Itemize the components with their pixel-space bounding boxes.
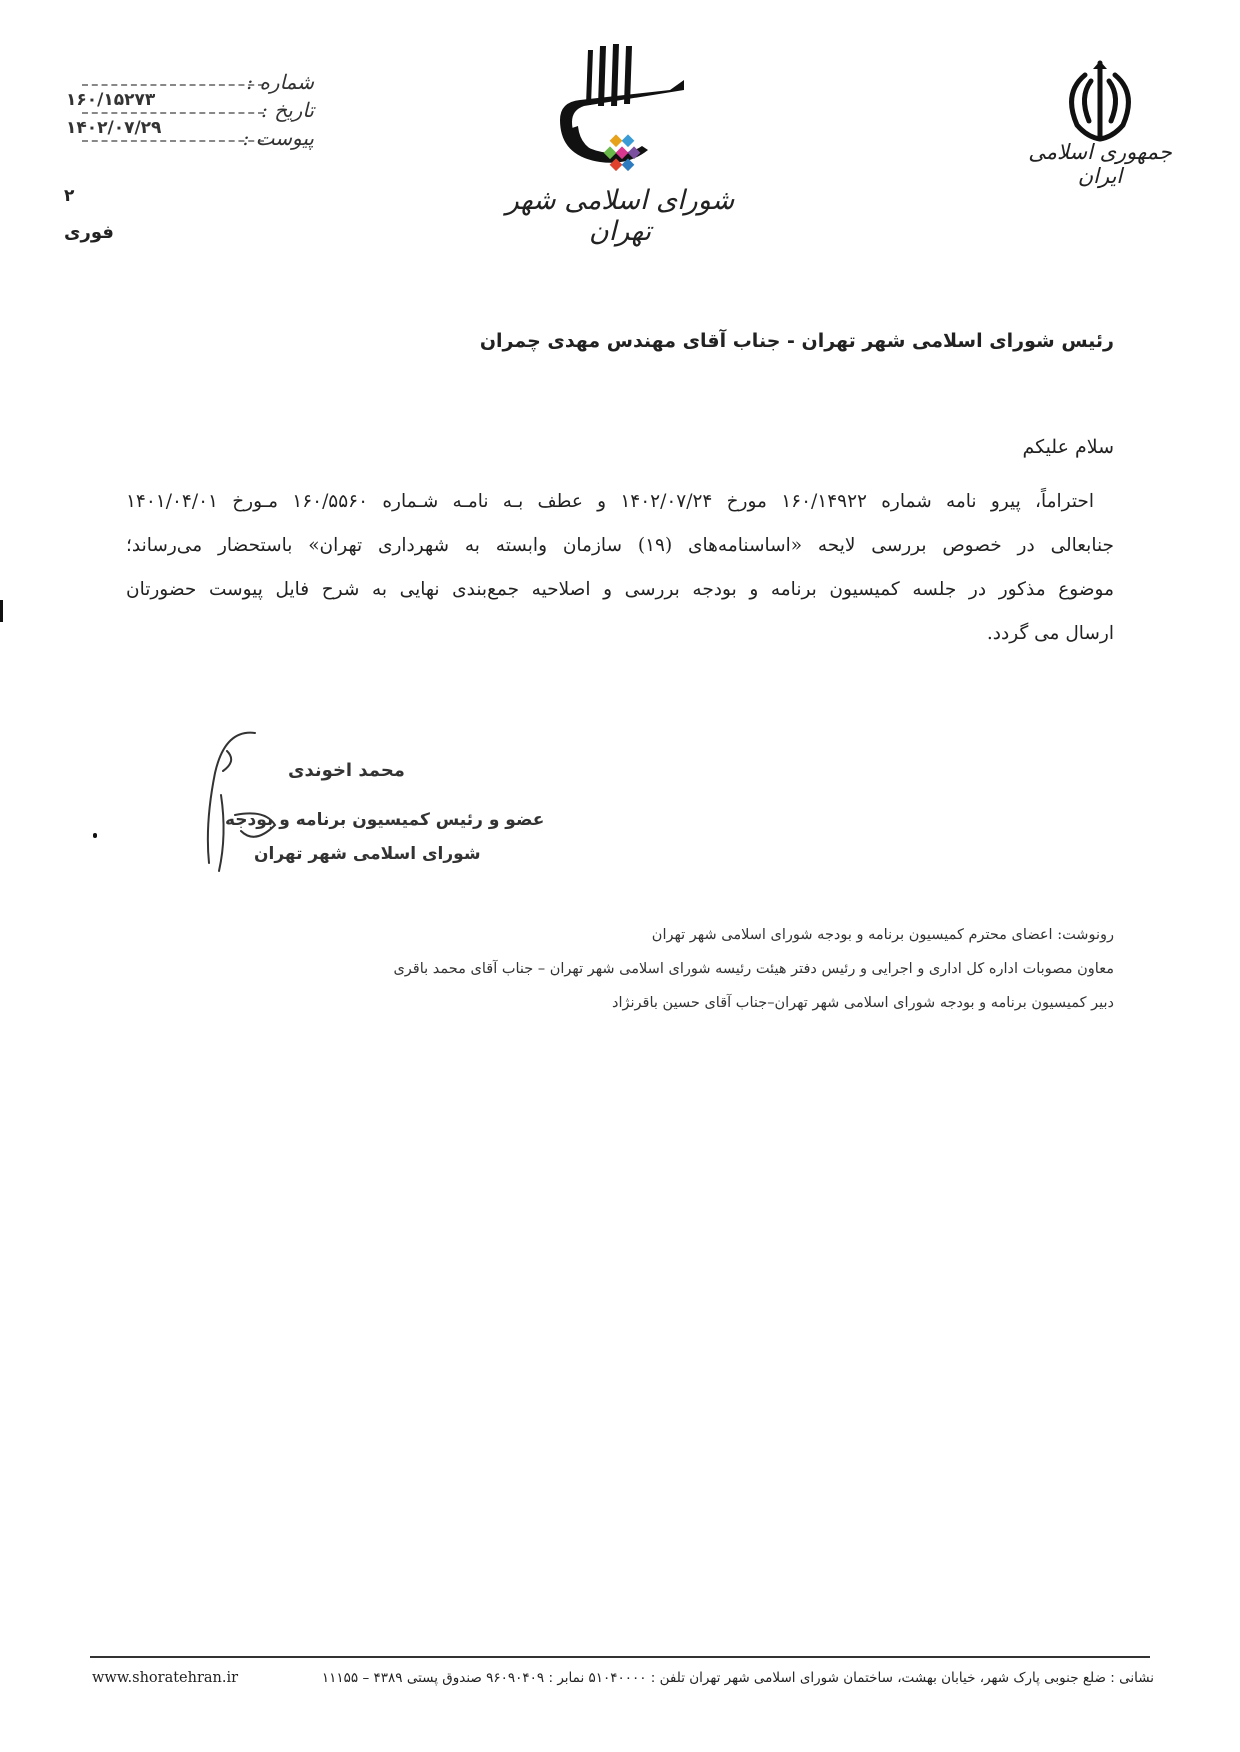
date-value: ۱۴۰۲/۰۷/۲۹	[66, 118, 162, 138]
emblem-caption: جمهوری اسلامی ایران	[1028, 140, 1172, 188]
body-line: موضوع مذکور در جلسه کمیسیون برنامه و بودجه بررسی و اصلاحیه جمع‌بندی نهایی به شرح فایل پیوست حضورتان	[126, 579, 1114, 600]
signatory-title: عضو و رئیس کمیسیون برنامه و بودجه	[225, 810, 545, 830]
attachment-row	[64, 118, 314, 154]
council-name: شورای اسلامی شهر تهران	[505, 185, 735, 247]
number-dash	[82, 84, 264, 86]
footer-website: www.shoratehran.ir	[92, 1670, 239, 1686]
ink-dot	[93, 833, 97, 838]
date-label: تاریخ :	[261, 98, 314, 122]
body-line: جنابعالی در خصوص بررسی لایحه «اساسنامه‌های (۱۹) سازمان وابسته به شهرداری تهران» باستحضار می‌رساند؛	[126, 535, 1114, 556]
attachment-dash	[82, 140, 264, 142]
attachment-label: پیوست :	[242, 126, 314, 150]
urgency-badge: فوری	[64, 222, 114, 243]
body-line: احتراماً، پیرو نامه شماره ۱۶۰/۱۴۹۲۲ مورخ ۱۴۰۲/۰۷/۲۴ و عطف بـه نامـه شـماره ۱۶۰/۵۵۶۰ مـورخ ۱۴۰۱/۰۴/۰۱	[126, 491, 1095, 512]
body-line: ارسال می گردد.	[986, 623, 1114, 644]
greeting: سلام علیکم	[1022, 436, 1114, 458]
signatory-organization: شورای اسلامی شهر تهران	[254, 844, 481, 864]
cc-line: رونوشت: اعضای محترم کمیسیون برنامه و بودجه شورای اسلامی شهر تهران	[651, 927, 1114, 943]
scan-edge-mark	[0, 600, 3, 622]
letter-meta	[64, 70, 314, 154]
attachment-value: ۲	[64, 186, 75, 206]
letter-body	[126, 480, 1114, 656]
cc-line: دبیر کمیسیون برنامه و بودجه شورای اسلامی شهر تهران–جناب آقای حسین باقرنژاد	[612, 995, 1114, 1011]
iran-emblem-icon	[1055, 55, 1145, 145]
footer-divider	[90, 1656, 1150, 1658]
addressee-line: رئیس شورای اسلامی شهر تهران - جناب آقای مهندس مهدی چمران	[479, 330, 1114, 352]
signatory-name: محمد اخوندی	[288, 760, 405, 781]
cc-list	[393, 918, 1114, 1020]
footer-address: نشانی : ضلع جنوبی پارک شهر، خیابان بهشت، ساختمان شورای اسلامی شهر تهران تلفن : ۵۱۰۴۰۰۰۰ نمابر : ۹۶۰۹۰۴۰۹ صندوق پستی ۴۳۸۹ – ۱۱۱۵۵	[321, 1670, 1154, 1686]
number-label: شماره :	[246, 70, 314, 94]
number-value: ۱۶۰/۱۵۲۷۳	[66, 90, 156, 110]
date-dash	[82, 112, 264, 114]
cc-line: معاون مصوبات اداره کل اداری و اجرایی و رئیس دفتر هیئت رئیسه شورای اسلامی شهر تهران – جناب آقای محمد باقری	[393, 961, 1114, 977]
